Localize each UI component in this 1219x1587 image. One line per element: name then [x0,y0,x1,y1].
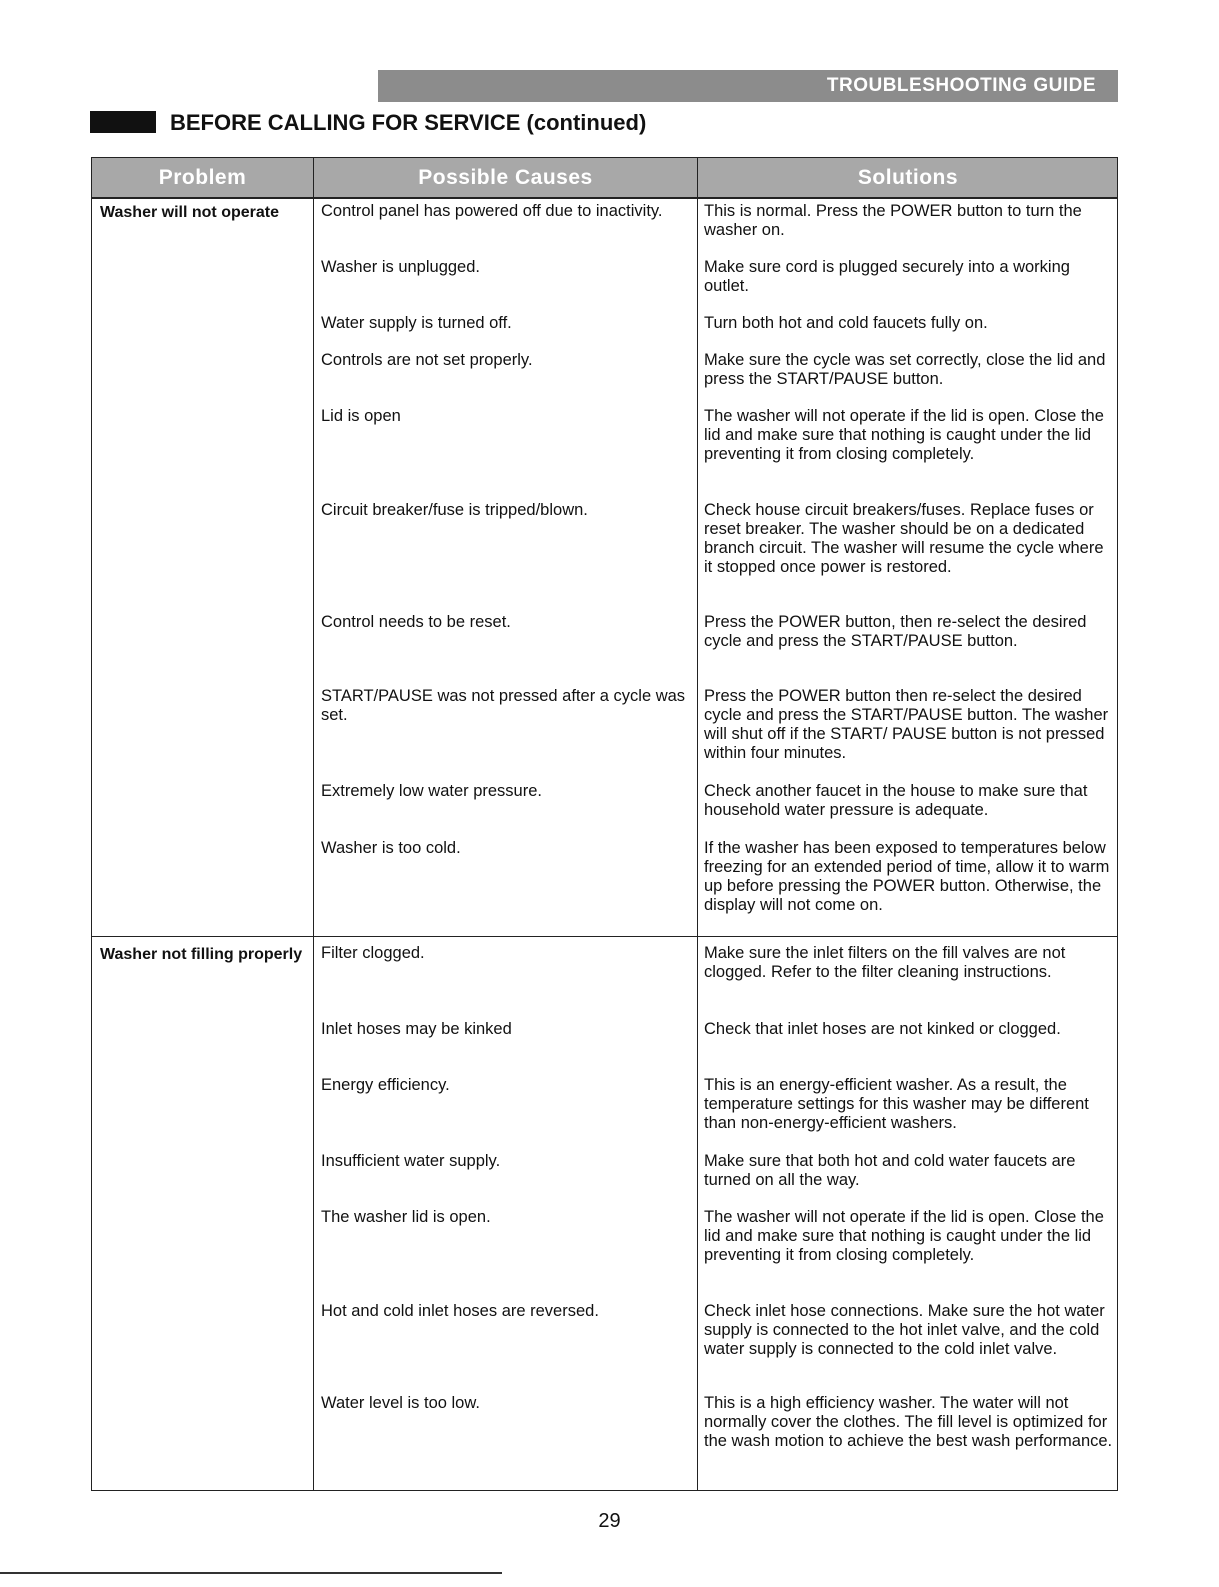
cause-cell: Control panel has powered off due to inactivity. [321,202,663,220]
solution-cell: Press the POWER button then re-select the desired cycle and press the START/PAUSE button. The washer will shut off if the START/ PAUSE button is not pressed within four minutes. [704,687,1109,762]
cause-cell: Water level is too low. [321,1394,480,1412]
solution-cell: Turn both hot and cold faucets fully on. [704,314,988,332]
bottom-rule [0,1572,502,1574]
solution-cell: This is normal. Press the POWER button to turn the washer on. [704,202,1082,239]
solution-cell: Make sure cord is plugged securely into a working outlet. [704,258,1070,295]
cause-cell: Insufficient water supply. [321,1152,501,1170]
cause-cell: Washer is too cold. [321,839,461,857]
group-divider [92,936,1117,937]
cause-cell: Control needs to be reset. [321,613,511,631]
solution-cell: This is an energy-efficient washer. As a result, the temperature settings for this washer may be different than non-energy-efficient washers. [704,1076,1089,1132]
cause-cell: Washer is unplugged. [321,258,480,276]
solution-cell: Check inlet hose connections. Make sure the hot water supply is connected to the hot inlet valve, and the cold water supply is connected to the cold inlet valve. [704,1302,1105,1358]
solution-cell: Check house circuit breakers/fuses. Replace fuses or reset breaker. The washer should be on a dedicated branch circuit. The washer will resume the cycle where it stopped once power is restored. [704,501,1104,576]
solution-cell: Press the POWER button, then re-select the desired cycle and press the START/PAUSE button. [704,613,1087,650]
solution-cell: Make sure the cycle was set correctly, close the lid and press the START/PAUSE button. [704,351,1106,388]
page-number: 29 [598,1510,621,1532]
troubleshooting-banner: TROUBLESHOOTING GUIDE [378,70,1118,102]
table-header-row [92,158,1117,199]
column-divider [313,158,314,1490]
solution-cell: Check another faucet in the house to make sure that household water pressure is adequate. [704,782,1088,819]
cause-cell: Extremely low water pressure. [321,782,542,800]
section-title: BEFORE CALLING FOR SERVICE (continued) [170,110,647,135]
cause-cell: Inlet hoses may be kinked [321,1020,512,1038]
solution-cell: The washer will not operate if the lid is open. Close the lid and make sure that nothing is caught under the lid preventing it from closing completely. [704,407,1104,463]
problem-label: Washer not filling properly [100,946,303,963]
cause-cell: Lid is open [321,407,401,425]
solution-cell: Check that inlet hoses are not kinked or clogged. [704,1020,1061,1038]
column-header-possible-causes: Possible Causes [418,166,593,189]
cause-cell: START/PAUSE was not pressed after a cycle was set. [321,687,686,724]
solution-cell: If the washer has been exposed to temperatures below freezing for an extended period of time, allow it to warm up before pressing the POWER button. Otherwise, the display will not come on. [704,839,1110,914]
problem-label: Washer will not operate [100,204,279,221]
cause-cell: Circuit breaker/fuse is tripped/blown. [321,501,588,519]
cause-cell: The washer lid is open. [321,1208,491,1226]
solution-cell: The washer will not operate if the lid is open. Close the lid and make sure that nothing is caught under the lid preventing it from closing completely. [704,1208,1104,1264]
column-header-solutions: Solutions [857,166,959,189]
column-header-problem: Problem [158,166,247,189]
cause-cell: Controls are not set properly. [321,351,533,369]
cause-cell: Filter clogged. [321,944,425,962]
section-marker [90,111,156,133]
cause-cell: Hot and cold inlet hoses are reversed. [321,1302,599,1320]
solution-cell: Make sure the inlet filters on the fill valves are not clogged. Refer to the filter cleaning instructions. [704,944,1066,981]
solution-cell: This is a high efficiency washer. The water will not normally cover the clothes. The fill level is optimized for the wash motion to achieve the best wash performance. [704,1394,1113,1450]
cause-cell: Energy efficiency. [321,1076,450,1094]
cause-cell: Water supply is turned off. [321,314,512,332]
troubleshooting-table [91,157,1118,1491]
solution-cell: Make sure that both hot and cold water faucets are turned on all the way. [704,1152,1076,1189]
